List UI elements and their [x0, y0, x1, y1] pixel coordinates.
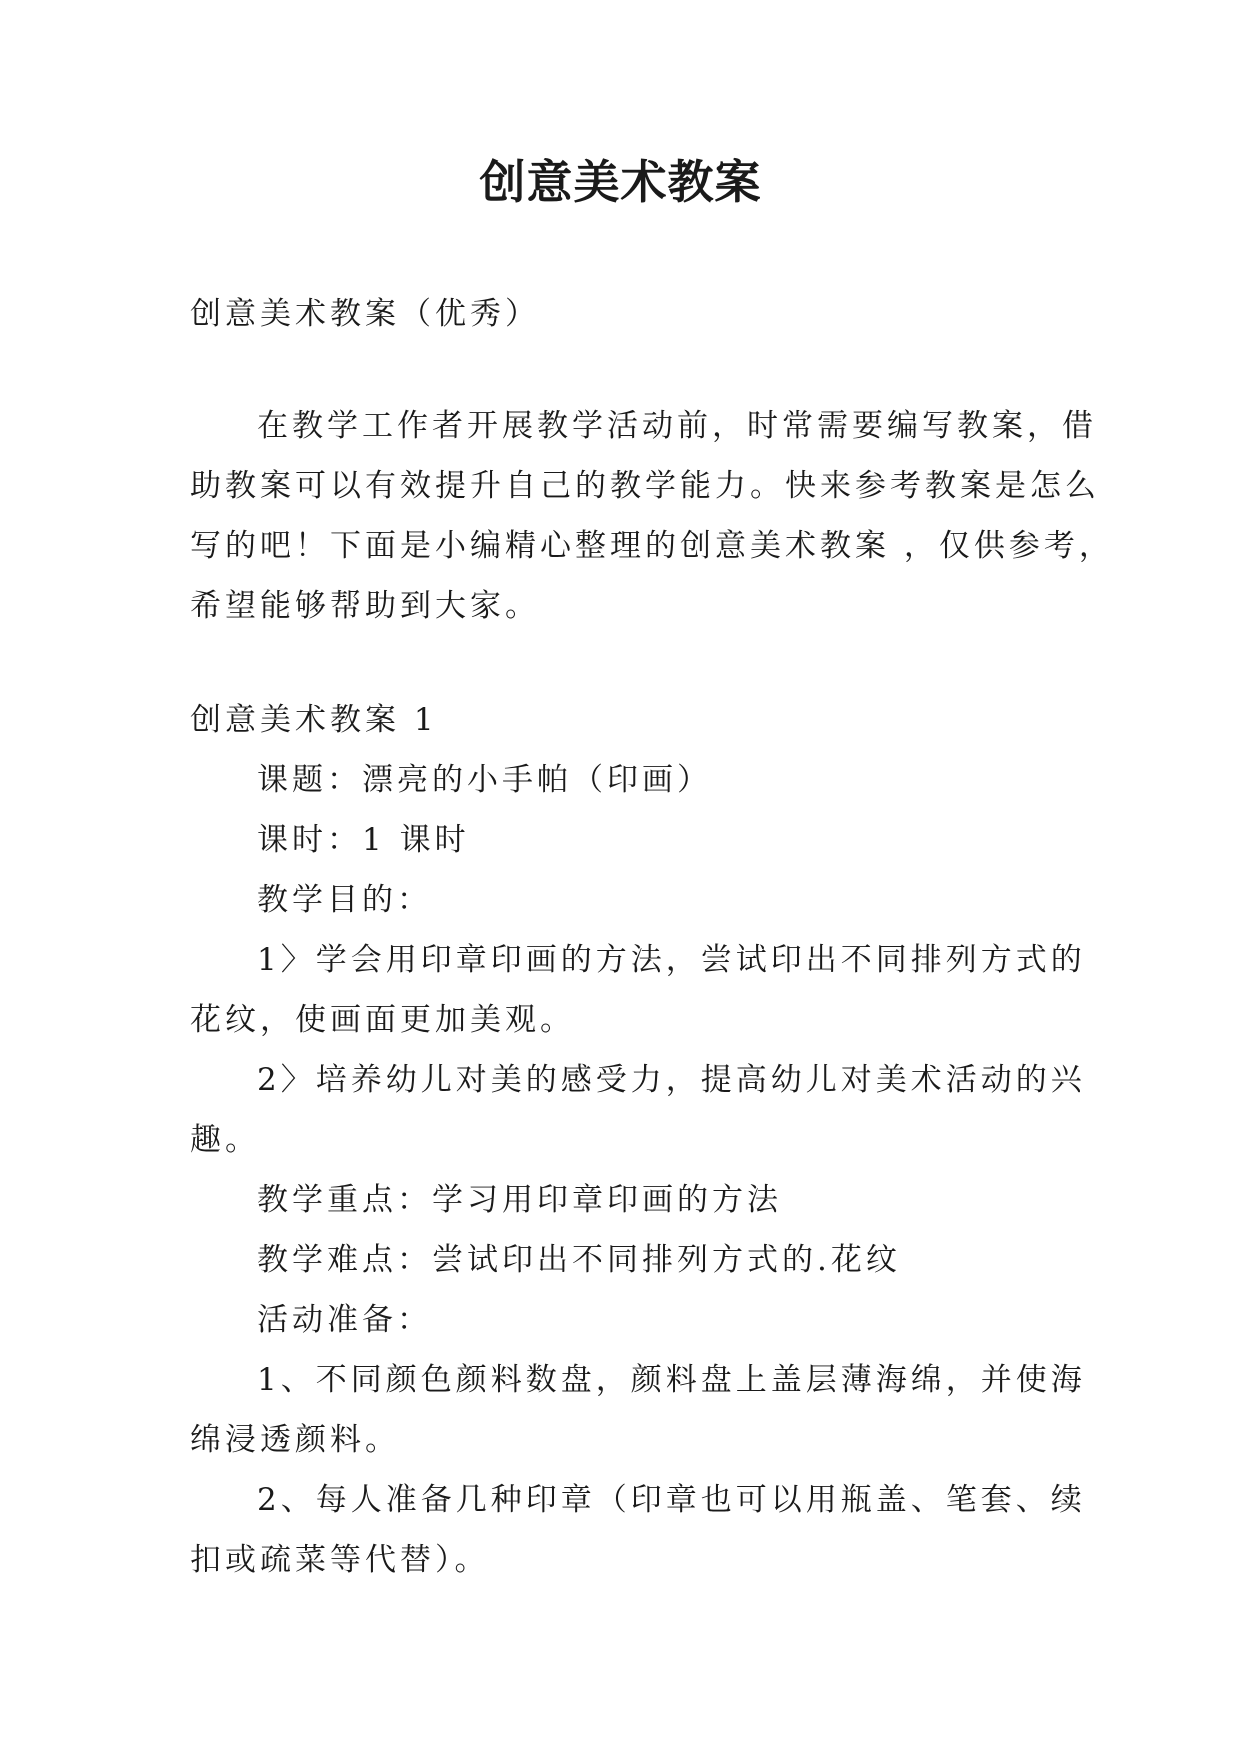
- topic-line: 课题：漂亮的小手帕（印画）: [257, 762, 712, 798]
- difficulty-line: 教学难点：尝试印出不同排列方式的.花纹: [257, 1242, 901, 1278]
- preparation-heading: 活动准备：: [257, 1302, 432, 1338]
- objective-1-line-1: 1〉学会用印章印画的方法，尝试印出不同排列方式的: [257, 942, 1086, 978]
- key-point-line: 教学重点：学习用印章印画的方法: [257, 1182, 782, 1218]
- preparation-1-line-2: 绵浸透颜料。: [190, 1422, 400, 1458]
- intro-line-1: 在教学工作者开展教学活动前，时常需要编写教案，借: [257, 408, 1097, 444]
- objective-1-line-2: 花纹，使画面更加美观。: [190, 1002, 575, 1038]
- subtitle-line: 创意美术教案（优秀）: [190, 296, 540, 332]
- intro-line-3: 写的吧！下面是小编精心整理的创意美术教案 ，仅供参考，: [190, 528, 1114, 564]
- document-title: 创意美术教案: [479, 155, 762, 209]
- preparation-2-line-1: 2、每人准备几种印章（印章也可以用瓶盖、笔套、续: [257, 1482, 1086, 1518]
- preparation-1-line-1: 1、不同颜色颜料数盘，颜料盘上盖层薄海绵，并使海: [257, 1362, 1086, 1398]
- intro-line-4: 希望能够帮助到大家。: [190, 588, 540, 624]
- objectives-heading: 教学目的：: [257, 882, 432, 918]
- duration-line: 课时：1 课时: [257, 822, 470, 858]
- objective-2-line-2: 趣。: [190, 1122, 260, 1158]
- preparation-2-line-2: 扣或疏菜等代替）。: [190, 1542, 490, 1578]
- section-heading: 创意美术教案 1: [190, 702, 438, 738]
- objective-2-line-1: 2〉培养幼儿对美的感受力，提高幼儿对美术活动的兴: [257, 1062, 1086, 1098]
- intro-line-2: 助教案可以有效提升自己的教学能力。快来参考教案是怎么: [190, 468, 1100, 504]
